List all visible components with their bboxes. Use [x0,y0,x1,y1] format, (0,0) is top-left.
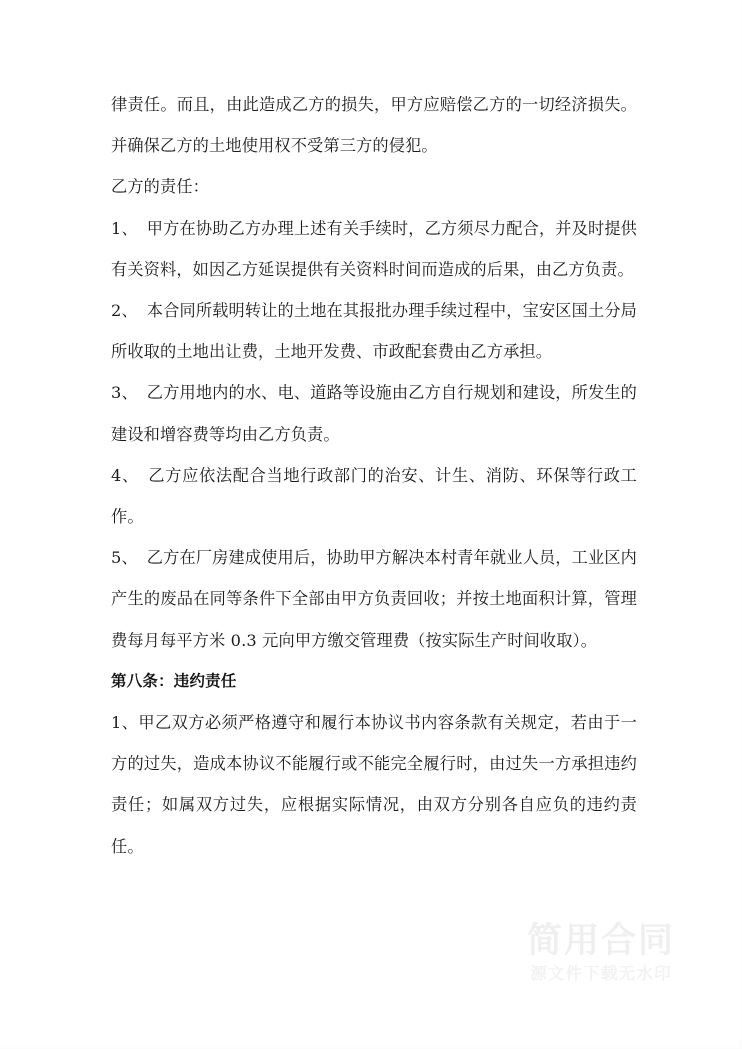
numbered-item-3-text: 乙方用地内的水、电、道路等设施由乙方自行规划和建设，所发生的建设和增容费等均由乙方负责。 [111,383,637,444]
numbered-item-2-text: 本合同所载明转让的土地在其报批办理手续过程中，宝安区国土分局所收取的土地出让费，土地开发费、市政配套费由乙方承担。 [111,301,637,362]
numbered-item-5-management-fee [111,537,637,661]
paragraph-continued-legal-liability: 律责任。而且，由此造成乙方的损失，甲方应赔偿乙方的一切经济损失。并确保乙方的土地使用权不受第三方的侵犯。 [111,95,637,156]
numbered-item-1-breach-liability [111,702,637,867]
numbered-item-1-breach-text: 甲乙双方必须严格遵守和履行本协议书内容条款有关规定，若由于一方的过失，造成本协议不能履行或不能完全履行时，由过失一方承担违约责任；如属双方过失，应根据实际情况，由双方分别各自应负的违约责任。 [111,713,637,856]
numbered-item-4-text: 乙方应依法配合当地行政部门的治安、计生、消防、环保等行政工作。 [111,465,637,527]
numbered-item-4-administrative-cooperation [111,455,637,537]
list-marker-4: 4、 [111,465,139,485]
page-edge-right [738,0,742,1049]
numbered-item-3-utilities-and-roads [111,372,637,454]
list-marker-1: 1、 [111,218,138,238]
section-heading-article-eight: 第八条：违约责任 [111,671,237,690]
numbered-item-2-land-transfer-fees [111,290,637,372]
list-marker-2: 2、 [111,301,138,321]
watermark-subtitle-text: 源文件下载无水印 [530,964,672,983]
watermark [503,921,699,985]
list-marker-5: 5、 [111,548,138,568]
list-marker-3: 3、 [111,383,138,403]
document-text-column [111,84,637,867]
numbered-item-5-text: 乙方在厂房建成使用后，协助甲方解决本村青年就业人员，工业区内产生的废品在同等条件下全部由甲方负责回收；并按土地面积计算，管理费每月每平方米 0.3 元向甲方缴交管理费（按实际生产时间收取）。 [111,548,637,650]
paragraph-party-b-responsibilities-label: 乙方的责任： [111,177,210,197]
list-marker-1-breach: 1、 [111,713,139,733]
numbered-item-1-assist-procedures [111,208,637,290]
numbered-item-1-text: 甲方在协助乙方办理上述有关手续时，乙方须尽力配合，并及时提供有关资料，如因乙方延误提供有关资料时间而造成的后果，由乙方负责。 [111,218,637,279]
watermark-brand-text: 简用合同 [526,921,675,961]
